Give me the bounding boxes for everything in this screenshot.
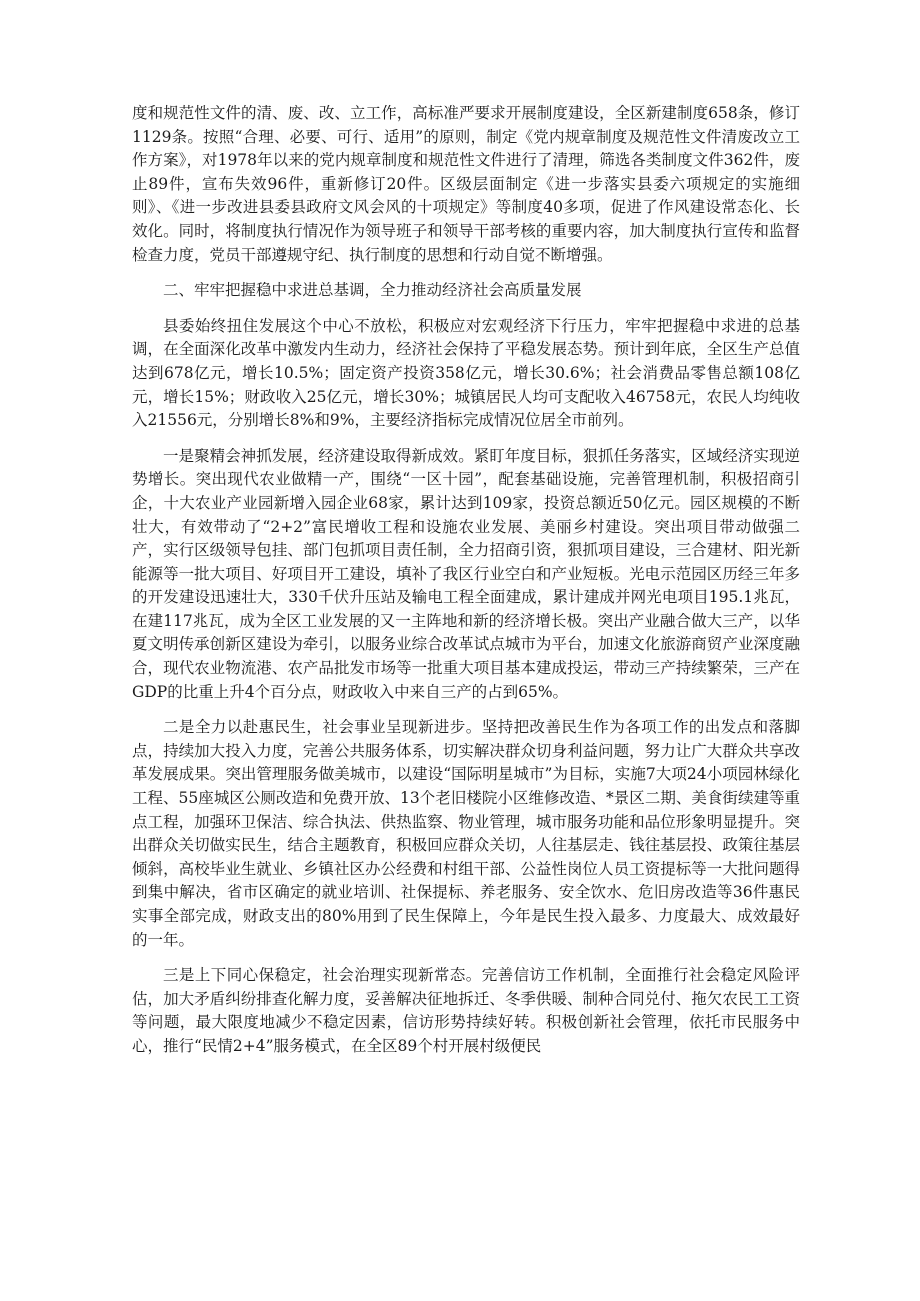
paragraph-economic-development: 一是聚精会神抓发展，经济建设取得新成效。紧盯年度目标，狠抓任务落实，区域经济实现逆势增长。突出现代农业做精一产，围绕“一区十园”，配套基础设施，完善管理机制，积极招商引企，十大农业产业园新增入园企业68家，累计达到109家，投资总额近50亿元。园区规模的不断壮大，有效带动了“2+2”富民增收工程和设施农业发展、美丽乡村建设。突出项目带动做强二产，实行区级领导包挂、部门包抓项目责任制，全力招商引资，狠抓项目建设，三合建材、阳光新能源等一批大项目、好项目开工建设，填补了我区行业空白和产业短板。光电示范园区历经三年多的开发建设迅速壮大，330千伏升压站及输电工程全面建成，累计建成并网光电项目195.1兆瓦，在建117兆瓦，成为全区工业发展的又一主阵地和新的经济增长极。突出产业融合做大三产，以华夏文明传承创新区建设为牵引，以服务业综合改革试点城市为平台，加速文化旅游商贸产业深度融合，现代农业物流港、农产品批发市场等一批重大项目基本建成投运，带动三产持续繁荣，三产在GDP的比重上升4个百分点，财政收入中来自三产的占到65%。 (132, 446, 800, 701)
paragraph-social-governance: 三是上下同心保稳定，社会治理实现新常态。完善信访工作机制，全面推行社会稳定风险评估，加大矛盾纠纷排查化解力度，妥善解决征地拆迁、冬季供暖、制种合同兑付、拖欠农民工工资等问题，最大限度地减少不稳定因素，信访形势持续好转。积极创新社会管理，依托市民服务中心，推行“民情2+4”服务模式，在全区89个村开展村级便民 (132, 966, 800, 1055)
document-body (132, 102, 800, 1071)
paragraph-economic-overview: 县委始终扭住发展这个中心不放松，积极应对宏观经济下行压力，牢牢把握稳中求进的总基调，在全面深化改革中激发内生动力，经济社会保持了平稳发展态势。预计到年底，全区生产总值达到678亿元，增长10.5%；固定资产投资358亿元，增长30.6%；社会消费品零售总额108亿元，增长15%；财政收入25亿元，增长30%；城镇居民人均可支配收入46758元，农民人均纯收入21556元，分别增长8%和9%，主要经济指标完成情况位居全市前列。 (132, 316, 800, 430)
paragraph-institution-building: 度和规范性文件的清、废、改、立工作，高标准严要求开展制度建设，全区新建制度658条，修订1129条。按照“合理、必要、可行、适用”的原则，制定《党内规章制度及规范性文件清废改立工作方案》，对1978年以来的党内规章制度和规范性文件进行了清理，筛选各类制度文件362件，废止89件，宣布失效96件，重新修订20件。区级层面制定《进一步落实县委六项规定的实施细则》、《进一步改进县委县政府文风会风的十项规定》等制度40多项，促进了作风建设常态化、长效化。同时，将制度执行情况作为领导班子和领导干部考核的重要内容，加大制度执行宣传和监督检查力度，党员干部遵规守纪、执行制度的思想和行动自觉不断增强。 (132, 104, 800, 264)
paragraph-livelihood: 二是全力以赴惠民生，社会事业呈现新进步。坚持把改善民生作为各项工作的出发点和落脚点，持续加大投入力度，完善公共服务体系，切实解决群众切身利益问题，努力让广大群众共享改革发展成果。突出管理服务做美城市，以建设“国际明星城市”为目标，实施7大项24小项园林绿化工程、55座城区公厕改造和免费开放、13个老旧楼院小区维修改造、*景区二期、美食街续建等重点工程，加强环卫保洁、综合执法、供热监察、物业管理，城市服务功能和品位形象明显提升。突出群众关切做实民生，结合主题教育，积极回应群众关切，人往基层走、钱往基层投、政策往基层倾斜，高校毕业生就业、乡镇社区办公经费和村组干部、公益性岗位人员工资提标等一大批问题得到集中解决，省市区确定的就业培训、社保提标、养老服务、安全饮水、危旧房改造等36件惠民实事全部完成，财政支出的80%用到了民生保障上，今年是民生投入最多、力度最大、成效最好的一年。 (132, 718, 800, 949)
section-heading: 二、牢牢把握稳中求进总基调，全力推动经济社会高质量发展 (163, 281, 582, 300)
